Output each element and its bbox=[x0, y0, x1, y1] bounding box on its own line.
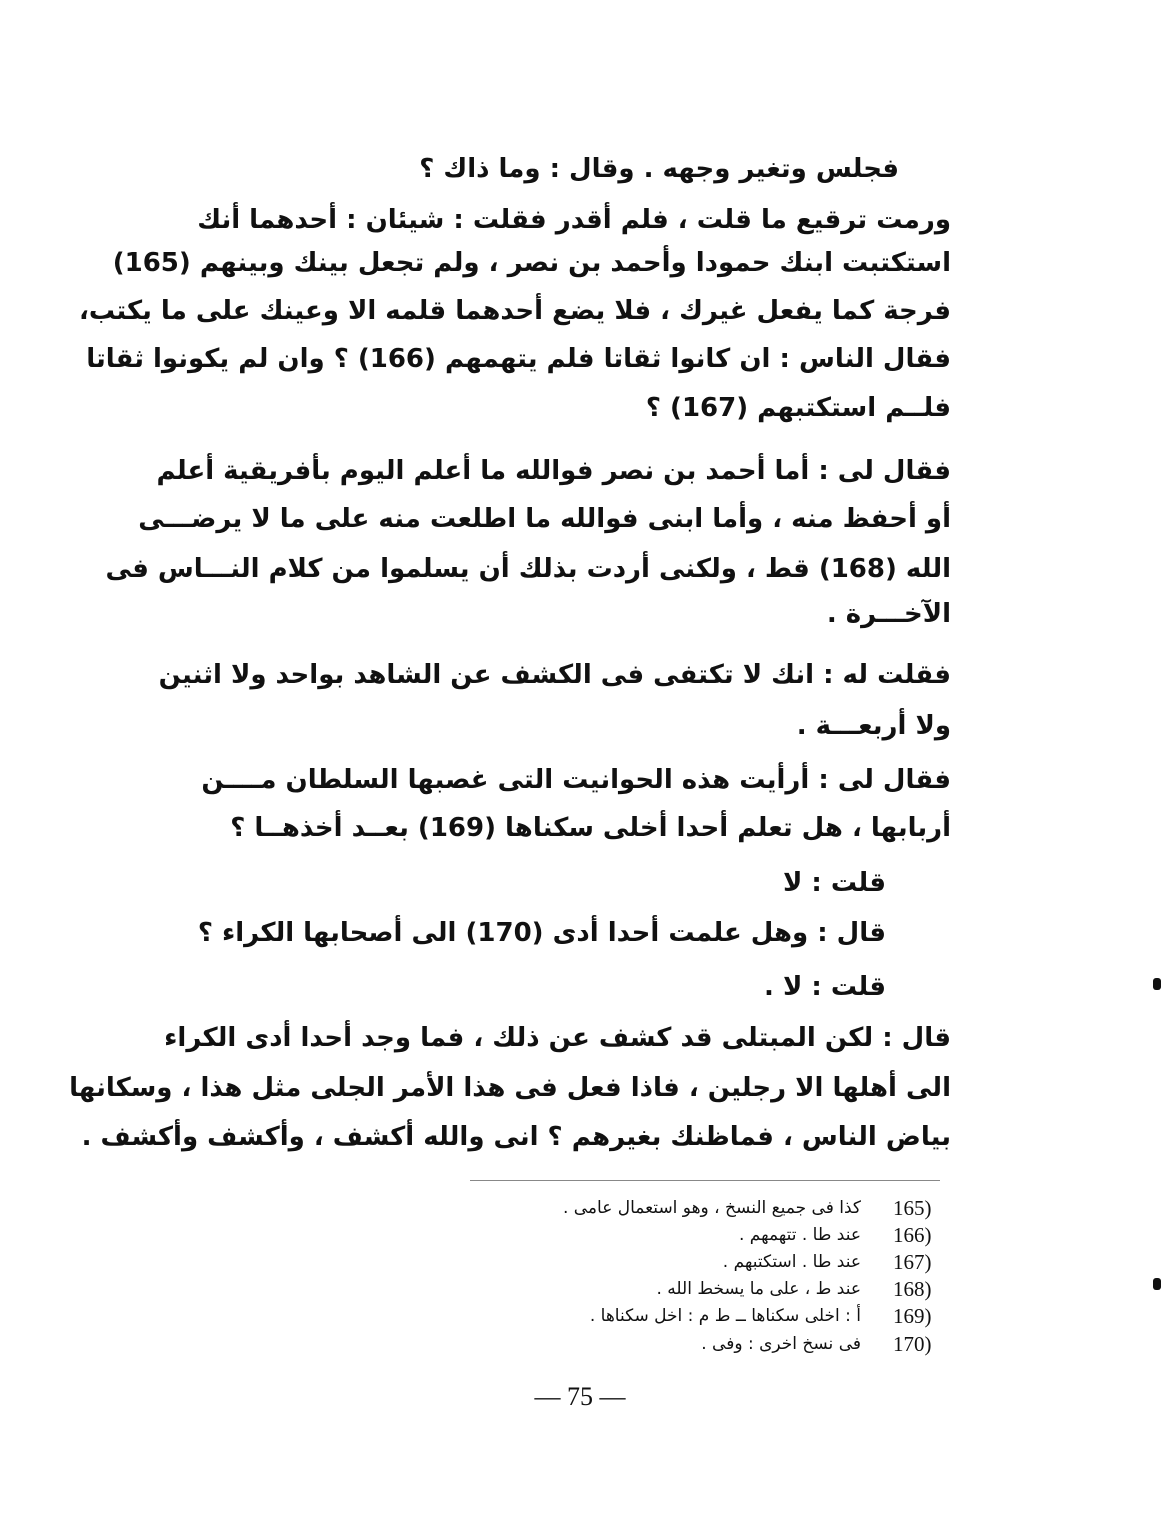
body-line: أو أحفظ منه ، وأما ابنى فوالله ما اطلعت منه على ما لا يرضـــى bbox=[138, 504, 951, 534]
footnote-text: عند ط ، على ما يسخط الله . bbox=[656, 1279, 861, 1299]
footnote-text: عند طا . تتهمهم . bbox=[738, 1225, 861, 1245]
body-line: فقال لى : أرأيت هذه الحوانيت التى غصبها السلطان مــــن bbox=[201, 765, 951, 795]
body-line: فجلس وتغير وجهه . وقال : وما ذاك ؟ bbox=[419, 154, 899, 184]
body-line: بياض الناس ، فماظنك بغيرهم ؟ انى والله أكشف ، وأكشف وأكشف . bbox=[81, 1122, 951, 1152]
body-line: قال : وهل علمت أحدا أدى (170) الى أصحابها الكراء ؟ bbox=[197, 918, 886, 948]
footnote-number: 166) bbox=[893, 1223, 932, 1247]
body-line: ولا أربعـــة . bbox=[796, 711, 951, 741]
footnote-text: كذا فى جميع النسخ ، وهو استعمال عامى . bbox=[562, 1198, 861, 1218]
body-line: قلت : لا . bbox=[764, 972, 886, 1002]
footnote-number: 169) bbox=[893, 1304, 932, 1328]
body-line: فقال الناس : ان كانوا ثقاتا فلم يتهمهم (166) ؟ وان لم يكونوا ثقاتا bbox=[86, 344, 951, 374]
body-line: قال : لكن المبتلى قد كشف عن ذلك ، فما وجد أحدا أدى الكراء bbox=[164, 1023, 951, 1053]
footnote-number: 167) bbox=[893, 1250, 932, 1274]
body-line: فرجة كما يفعل غيرك ، فلا يضع أحدهما قلمه الا وعينك على ما يكتب، bbox=[78, 296, 951, 326]
body-line: أربابها ، هل تعلم أحدا أخلى سكناها (169) بعــد أخذهــا ؟ bbox=[230, 813, 951, 843]
body-line: قلت : لا bbox=[782, 868, 886, 898]
footnote-number: 168) bbox=[893, 1277, 932, 1301]
page-number: — 75 — bbox=[534, 1382, 626, 1411]
footnote-number: 170) bbox=[893, 1332, 932, 1356]
body-line: الله (168) قط ، ولكنى أردت بذلك أن يسلموا من كلام النـــاس فى bbox=[105, 554, 951, 584]
body-line: الى أهلها الا رجلين ، فاذا فعل فى هذا الأمر الجلى مثل هذا ، وسكانها bbox=[69, 1073, 951, 1103]
body-line: استكتبت ابنك حمودا وأحمد بن نصر ، ولم تجعل بينك وبينهم (165) bbox=[112, 248, 951, 278]
footnote-text: فى نسخ اخرى : وفى . bbox=[701, 1334, 861, 1354]
footnote-text: أ : اخلى سكناها ــ ط م : اخل سكناها . bbox=[589, 1306, 861, 1326]
footnote-rule bbox=[470, 1180, 940, 1181]
body-line: فقلت له : انك لا تكتفى فى الكشف عن الشاهد بواحد ولا اثنين bbox=[158, 660, 951, 690]
body-line: فلــم استكتبهم (167) ؟ bbox=[645, 393, 951, 423]
body-line: ورمت ترقيع ما قلت ، فلم أقدر فقلت : شيئان : أحدهما أنك bbox=[197, 205, 951, 235]
body-line: الآخـــرة . bbox=[826, 599, 951, 629]
footnote-number: 165) bbox=[893, 1196, 932, 1220]
scan-mark bbox=[1153, 978, 1161, 990]
footnote-text: عند طا . استكتبهم . bbox=[722, 1252, 861, 1272]
scan-mark bbox=[1153, 1278, 1161, 1290]
body-line: فقال لى : أما أحمد بن نصر فوالله ما أعلم اليوم بأفريقية أعلم bbox=[156, 456, 951, 486]
